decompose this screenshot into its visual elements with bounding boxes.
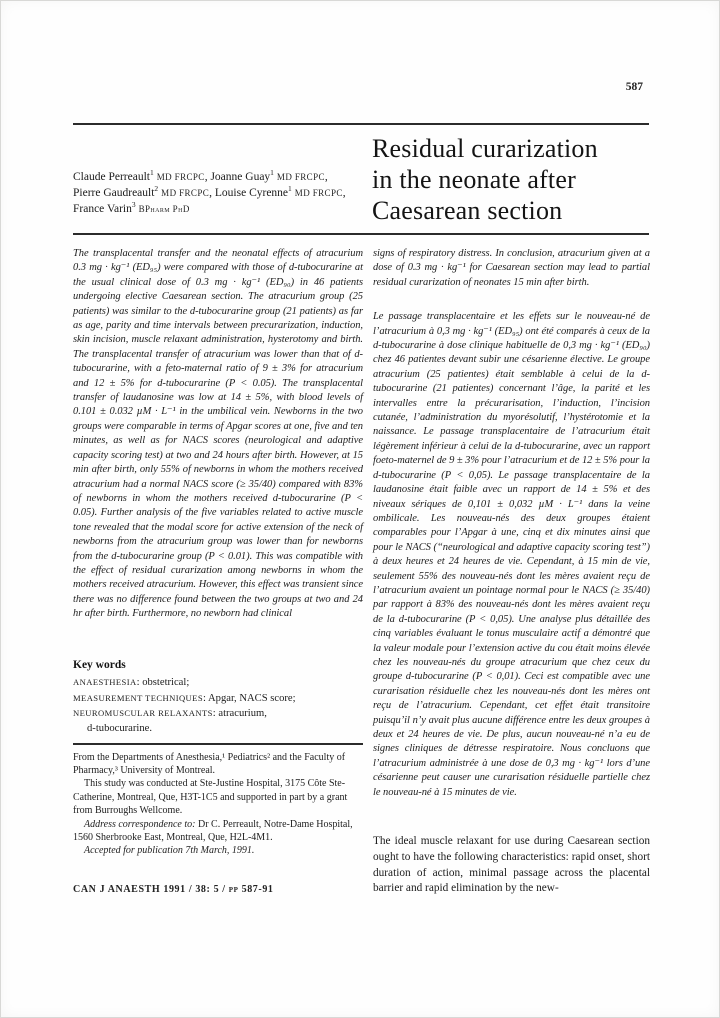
author-separator: , [204,171,211,183]
author-credentials: MD FRCPC [156,172,205,182]
author-credentials: BPharm PhD [138,204,190,214]
title-line-3: Caesarean section [372,196,563,225]
top-rule [73,123,649,125]
author-name: Joanne Guay [210,171,271,183]
abstract-english-part2: signs of respiratory distress. In conclusion, atracurium given at a dose of 0.3 mg · kg⁻¹ for Caesarean section may lead to partial residual curarization of neonates 15 min after birth. [373,248,650,288]
author-name: Claude Perreault [73,171,150,183]
title-line-2: in the neonate after [372,165,576,194]
correspondence-lead: Address correspondence to: [84,818,196,830]
correspondence-footnote [73,818,366,845]
study-footnote: This study was conducted at Ste-Justine Hospital, 3175 Côte Ste-Catherine, Montreal, Que, H3T-1C5 and supported in part by a grant from Burroughs Wellcome. [73,778,348,817]
journal-citation-footer: CAN J ANAESTH 1991 / 38: 5 / pp 587-91 [73,883,274,895]
introduction-paragraph: The ideal muscle relaxant for use during Caesarean section ought to have the following characteristics: rapid onset, short duration of action, minimal passage across the placental barrier and rapid elimination by the new- [373,835,650,895]
keyword-line [73,675,363,691]
footnotes-section [73,751,366,858]
keyword-line [73,691,363,707]
author-line [73,185,369,201]
accepted-footnote: Accepted for publication 7th March, 1991. [84,845,255,857]
author-name: Pierre Gaudreault [73,187,155,199]
author-credentials: MD FRCPC [161,188,210,198]
title-line-1: Residual curarization [372,134,598,163]
correspondence-address: Dr C. Perreault, Notre-Dame Hospital, 1560 Sherbrooke East, Montreal, Que, H2L-4M1. [73,818,353,843]
keywords-heading: Key words [73,658,126,671]
author-affiliation-sup: 1 [270,168,274,178]
author-name: Louise Cyrenne [214,187,289,199]
author-separator: , [209,187,215,199]
keyword-value: : Apgar, NACS score; [203,692,296,704]
abstract-english-part1: The transplacental transfer and the neonatal effects of atracurium 0.3 mg · kg⁻¹ (ED₉₅) were compared with those of d-tubocurarine at the usual clinical dose of 0.3 mg · kg⁻¹ (ED₉₀) in 46 patients undergoing elective Caesarean section. The atracurium group (25 patients) was similar to the d-tubocurarine group (21 patients) as far as age, parity and time intervals between precurarization, induction, skin incision, muscle relaxant administration, hysterotomy and birth. The transplacental transfer of atracurium was lower than that of d-tubocurarine, with a feto-maternal ratio of 9 ± 3% for atracurium and 12 ± 5% for d-tubocurarine (P < 0.05). The transplacental transfer of laudanosine was low at 14 ± 5%, with blood levels of 0.101 ± 0.032 µM · L⁻¹ in the umbilical vein. Newborns in the two groups were comparable in terms of Apgar scores at one, five and ten minutes, as well as for NACS scores (neurological and adaptive capacity scoring test) at two and 24 hours after birth. However, at 15 min after birth, only 55% of newborns in whom the mothers received atracurium had a normal NACS score (≥ 35/40) compared with 83% of newborns in whom the mothers received d-tubocurarine (P < 0.05). Further analysis of the five variables related to active muscle tone revealed that the modal score for active extension of the neck of newborns from the atracurium group was lower than for newborns from the d-tubocurarine group (P < 0.01). This was compatible with the effect of residual curarization among newborns in whom the mothers received atracurium. However, this effect was transient since there was no difference found between the two groups at two and 24 hr after birth. Furthermore, no newborn had clinical [73,248,363,620]
keyword-term: MEASUREMENT TECHNIQUES [73,692,203,703]
author-affiliation-sup: 2 [154,184,159,194]
left-column [73,247,363,895]
author-affiliation-sup: 1 [149,168,154,178]
author [73,200,190,215]
abstract-french: Le passage transplacentaire et les effets sur le nouveau-né de l’atracurium à 0,3 mg · kg⁻¹ (ED₉₅) ont été comparés à ceux de la d-tubocurarine à dose clinique habituelle de 0,3 mg · kg⁻¹ (ED₉₀) chez 46 patientes devant subir une césarienne élective. Le groupe atracurium (25 patientes) était semblable à celui de la d-tubocurarine (21 patientes) concernant l’âge, la parité et les intervalles entre la précurarisation, l’induction, l’incision cutanée, l’administration du myorésolutif, l’hystérotomie et la naissance. Le passage transplacentaire de l’atracurium était légèrement inférieur à celui de la d-tubocurarine, avec un rapport foeto-maternel de 9 ± 3% pour l’atracurium et de 12 ± 5% pour la d-tubocurarine (P < 0,05). Le passage transplacentaire de la laudanosine était faible avec un rapport de 14 ± 5% et des niveaux sériques de 0,101 ± 0,032 µM · L⁻¹ dans la veine ombilicale. Les nouveau-nés des deux groupes étaient comparables pour l’Apgar à une, cinq et dix minutes ainsi que pour le NACS (“neurological and adaptive capacity scoring test”) à deux heures et 24 heures de vie. Cependant, à 15 min de vie, seulement 55% des nouveau-nés dont les mères avaient reçu de l’atracurium avaient un pointage normal pour le NACS (≥ 35/40) par rapport à 83% des nouveau-nés dont les mères avaient reçu de la d-tubocurarine (P < 0,05). Une analyse plus détaillée des cinq variables évaluant le tonus musculaire actif a démontré que la valeur modale pour l’extension active du cou était moins élevée chez les nouveau-nés du groupe atracurium que chez ceux du groupe d-tubocurarine (P < 0,01). Ceci est compatible avec une curarisation résiduelle chez les nouveau-nés dont les mères ont reçu de l’atracurium. Cependant, cet effet était transitoire puisqu’il n’y avait plus aucune différence entre les deux groupes à deux et 24 heures de vie. De plus, aucun nouveau-né n’a eu de signes cliniques de détresse respiratoire. Nous concluons que l’atracurium administrée à une dose de 0,3 mg · kg⁻¹ lors d’une césarienne peut causer une curarisation résiduelle partielle chez le nouveau-né à 15 minutes de vie. [373,311,650,798]
author-credentials: MD FRCPC [276,172,325,182]
keyword-line [73,706,363,722]
keyword-term: NEUROMUSCULAR RELAXANTS [73,708,213,719]
author-credentials: MD FRCPC [294,188,343,198]
keyword-value: d-tubocurarine. [87,722,153,734]
right-column [373,247,650,897]
author [210,168,328,183]
author [214,184,346,199]
author-block [73,169,369,217]
author-affiliation-sup: 3 [131,200,136,210]
author [73,168,211,183]
affiliation-footnote: From the Departments of Anesthesia,¹ Pediatrics² and the Faculty of Pharmacy,³ University of Montreal. [73,751,346,776]
footnote-divider-rule [73,743,363,745]
author-separator: , [342,187,346,199]
keyword-value: : atracurium, [212,708,267,720]
author-name: France Varin [73,203,132,215]
keyword-term: ANAESTHESIA [73,677,137,688]
author [73,184,215,199]
author-line [73,201,369,217]
header-divider-rule [73,233,649,235]
keywords-section [73,658,363,737]
keyword-value: : obstetrical; [136,677,190,689]
article-title [372,133,650,226]
page-number: 587 [625,81,643,93]
author-line [73,169,369,185]
author-separator: , [324,171,328,183]
author-affiliation-sup: 1 [288,184,292,194]
keyword-line [73,722,363,737]
